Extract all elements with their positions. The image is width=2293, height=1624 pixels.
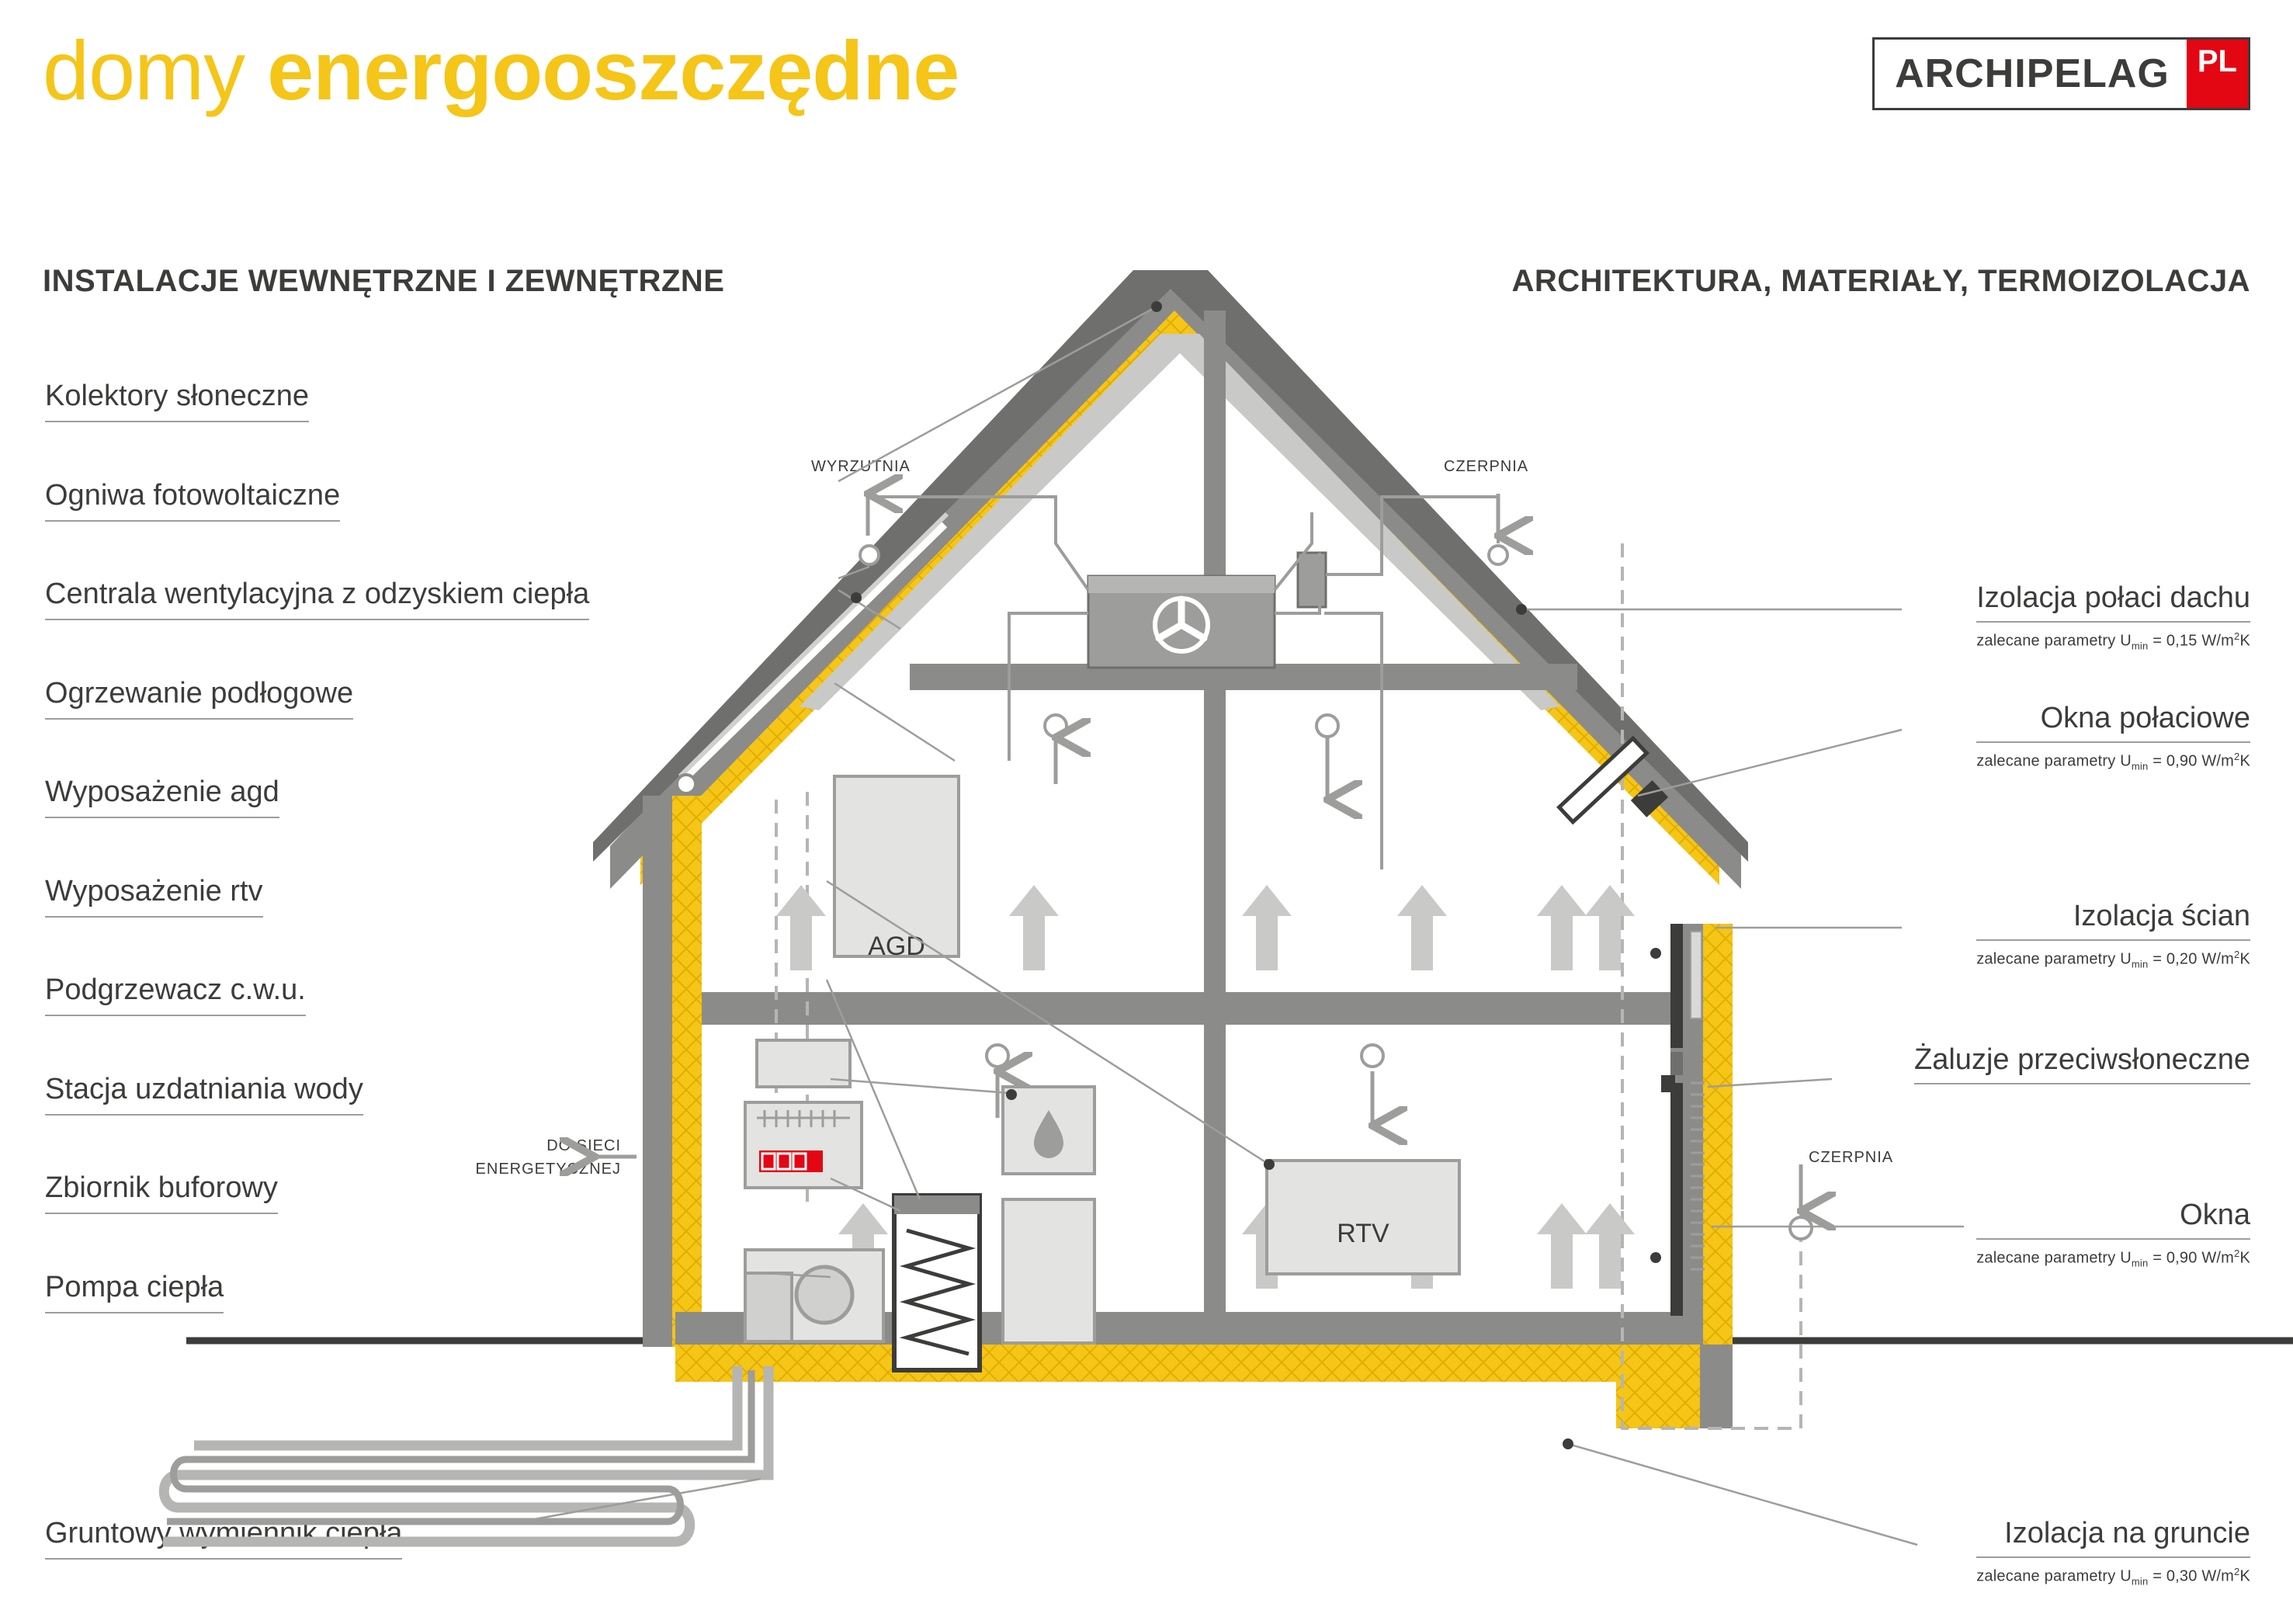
logo-text: ARCHIPELAG <box>1895 51 2170 96</box>
right-label-title: Okna <box>1976 1199 2250 1240</box>
buffer-tank <box>894 1195 980 1370</box>
left-label-podgrzewacz-cwu[interactable]: Podgrzewacz c.w.u. <box>45 974 306 1016</box>
left-label-wyposazenie-rtv[interactable]: Wyposażenie rtv <box>45 876 263 918</box>
left-label-stacja-uzdatniania-wody[interactable]: Stacja uzdatniania wody <box>45 1074 363 1116</box>
left-column-heading: INSTALACJE WEWNĘTRZNE I ZEWNĘTRZNE <box>43 264 725 298</box>
right-label-title: Izolacja ścian <box>1976 900 2250 941</box>
right-label-subtitle: zalecane parametry $U_{min} = 0,15$ $W/m^2K$ <box>1976 630 2250 652</box>
left-label-kolektory-sloneczne[interactable]: Kolektory słoneczne <box>45 380 309 422</box>
left-label-ogrzewanie-podlogowe[interactable]: Ogrzewanie podłogowe <box>45 678 353 720</box>
annotation-czerpnia-top: CZERPNIA <box>1444 458 1529 475</box>
agd-box <box>834 776 959 961</box>
left-exterior-wall <box>643 796 702 1347</box>
right-column-heading: ARCHITEKTURA, MATERIAŁY, TERMOIZOLACJA <box>1511 264 2250 298</box>
annotation-do-sieci-line2: ENERGETYCZNEJ <box>475 1161 621 1178</box>
agd-box-label: AGD <box>868 932 925 961</box>
left-label-gruntowy-wymiennik-ciepla[interactable]: Gruntowy wymiennik ciepła <box>45 1518 402 1560</box>
right-label-title: Żaluzje przeciwsłoneczne <box>1914 1044 2250 1084</box>
right-label-subtitle: zalecane parametry $U_{min} = 0,20$ $W/m^2K$ <box>1976 948 2250 970</box>
rtv-box <box>1267 1161 1459 1274</box>
rtv-box-label: RTV <box>1337 1219 1389 1248</box>
left-label-ogniwa-fotowoltaiczne[interactable]: Ogniwa fotowoltaiczne <box>45 480 340 522</box>
annotation-wyrzutnia: WYRZUTNIA <box>811 458 911 475</box>
right-label-subtitle: zalecane parametry $U_{min} = 0,90$ $W/m^2K$ <box>1976 1247 2250 1269</box>
right-label-subtitle: zalecane parametry $U_{min} = 0,30$ $W/m^2K$ <box>1976 1565 2250 1588</box>
page-title-thin: domy <box>43 23 245 117</box>
right-label-title: Okna połaciowe <box>1976 703 2250 743</box>
heat-pump <box>745 1250 883 1341</box>
left-label-wyposazenie-agd[interactable]: Wyposażenie agd <box>45 776 279 818</box>
right-label-title: Izolacja na gruncie <box>1976 1518 2250 1558</box>
left-label-pompa-ciepla[interactable]: Pompa ciepła <box>45 1272 224 1313</box>
right-label-subtitle: zalecane parametry $U_{min} = 0,90$ $W/m^2K$ <box>1976 750 2250 772</box>
logo-pl-badge: PL <box>2187 40 2248 108</box>
right-label-title: Izolacja połaci dachu <box>1976 582 2250 623</box>
electrical-panel <box>745 1040 862 1188</box>
annotation-do-sieci-line1: DO SIECI <box>546 1137 621 1154</box>
left-label-centrala-wentylacyjna[interactable]: Centrala wentylacyjna z odzyskiem ciepła <box>45 578 589 620</box>
page-title-bold: energooszczędne <box>267 23 959 117</box>
annotation-czerpnia-bottom: CZERPNIA <box>1809 1149 1894 1166</box>
left-label-zbiornik-buforowy[interactable]: Zbiornik buforowy <box>45 1172 278 1214</box>
water-treatment-station <box>1003 1087 1094 1343</box>
